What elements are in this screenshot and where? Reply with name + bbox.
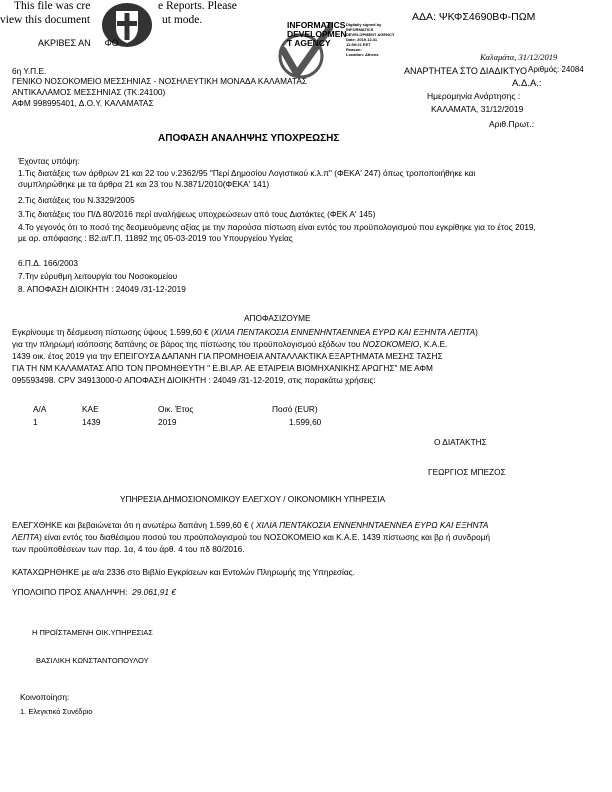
check-line-2: ΛΕΠΤΑ) είναι εντός του διαθέσιμου ποσού του προϋπολογισμού του ΝΟΣΟΚΟΜΕΙΟ και Κ.Α.Ε. 1439 πίστωσης και βρ ή συνδρομή [12, 532, 490, 542]
check-line-3: των προϋποθέσεων των παρ. 1α, 4 του άρθ. 4 του πδ 80/2016. [12, 544, 245, 554]
table-header-amount: Ποσό (EUR) [272, 404, 318, 414]
stamp-line: T AGENCY [287, 38, 331, 49]
table-header-aa: Α/Α [33, 404, 47, 414]
signatory-name: ΓΕΩΡΓΙΟΣ ΜΠΕΖΟΣ [428, 467, 506, 477]
arith-prot-label: Αριθ.Πρωτ.: [489, 119, 535, 129]
arithmos: Αριθμός: 24084 [528, 65, 584, 74]
remaining-line [12, 587, 176, 597]
decision-heading: ΑΠΟΦΑΣΙΖΟΥΜΕ [244, 313, 311, 323]
list-item: 2.Τις διατάξεις του Ν.3329/2005 [18, 195, 135, 205]
list-item: 1.Τις διατάξεις των άρθρων 21 και 22 του ν.2362/95 "Περί Δημοσίου Λογιστικού κ.λ.π" (ΦΕΚΑ' 247) όπως τροποποιήθηκε και συμπληρώθηκε με τα άρθρα 21 και 23 του Ν.3871/2010(ΦΕΚΑ' 141) [18, 168, 476, 189]
watermark-line-2-right: ut mode. [162, 14, 203, 26]
table-header-kae: ΚΑΕ [82, 404, 99, 414]
remaining-label: ΥΠΟΛΟΙΠΟ ΠΡΟΣ ΑΝΑΛΗΨΗ: [12, 587, 128, 597]
stamp-side-line: Reason: [346, 47, 362, 52]
approval-line-4: ΓΙΑ ΤΗ ΝΜ ΚΑΛΑΜΑΤΑΣ ΑΠΟ ΤΟΝ ΠΡΟΜΗΘΕΥΤΗ " Ε.ΒΙ.ΑΡ. ΑΕ ΕΤΑΙΡΕΙΑ ΒΙΟΜΗΧΑΝΙΚΗΣ ΑΡΩΓΗΣ" ΜΕ ΑΦΜ [12, 363, 433, 373]
distribution-title: Κοινοποίηση: [20, 692, 70, 702]
stamp-line: INFORMATICS [287, 20, 346, 30]
approval-line-2: για την πληρωμή ισόποσης δαπάνης σε βάρος της πίστωσης του προϋπολογισμού εξόδων του ΝΟΣΟΚΟΜΕΙΟ, Κ.Α.Ε. [12, 339, 448, 349]
approval-line-5: 095593498. CPV 34913000-0 ΑΠΟΦΑΣΗ ΔΙΟΙΚΗΤΗ : 24049 /31-12-2019, στις παρακάτω χρήσεις: [12, 375, 376, 385]
table-cell-aa: 1 [33, 417, 38, 427]
approval-line-3: 1439 οικ. έτος 2019 για την ΕΠΕΙΓΟΥΣΑ ΔΑΠΑΝΗ ΓΙΑ ΠΡΟΜΗΘΕΙΑ ΑΝΤΑΛΛΑΚΤΙΚΑ ΕΞΑΡΤΗΜΑΤΑ ΜΕΣΗΣ ΤΑΣΗΣ [12, 351, 443, 361]
stamp-side-line: 11:59:21 EET [346, 42, 371, 47]
approval-line-1: Εγκρίνουμε τη δέσμευση πίστωσης ύψους 1.599,60 € (ΧΙΛΙΑ ΠΕΝΤΑΚΟΣΙΑ ΕΝΝΕΝΗΝΤΑΕΝΝΕΑ ΕΥΡΩ ΚΑΙ ΕΞΗΝΤΑ ΛΕΠΤΑ) [12, 327, 478, 337]
org-line-3: ΑΝΤΙΚΑΛΑΜΟΣ ΜΕΣΣΗΝΙΑΣ (ΤΚ.24100) [12, 87, 166, 97]
head-name: ΒΑΣΙΛΙΚΗ ΚΩΝΣΤΑΝΤΟΠΟΥΛΟΥ [36, 656, 149, 665]
stamp-line: DEVELOPMEN [287, 29, 347, 40]
watermark-legend: ΑΚΡΙΒΕΣ ΑΝ ΦΟ [38, 38, 119, 48]
remaining-value: 29.061,91 € [132, 587, 176, 597]
watermark-line-2-left: view this document [0, 14, 91, 26]
list-item: 3.Τις διατάξεις του Π/Δ 80/2016 περί αναλήψεως υποχρεώσεων από τους Διατάκτες (ΦΕΚ Α' 145) [18, 209, 376, 219]
stamp-side-line: Digitally signed by [346, 22, 382, 27]
org-line-4: ΑΦΜ 998995401, Δ.Ο.Υ. ΚΑΛΑΜΑΤΑΣ [12, 98, 154, 108]
having-regard-label: Έχοντας υπόψη: [18, 156, 80, 166]
list-item: 7.Την εύρυθμη λειτουργία του Νοσοκομείου [18, 271, 178, 281]
org-line-1: 6η Υ.Π.Ε. [12, 66, 47, 76]
list-item: 6.Π.Δ. 166/2003 [18, 258, 78, 268]
stamp-side-line: Location: Athens [346, 52, 379, 57]
registered-line: ΚΑΤΑΧΩΡΗΘΗΚΕ με α/α 2336 στο Βιβλίο Εγκρίσεων και Εντολών Πληρωμής της Υπηρεσίας. [12, 567, 355, 577]
table-cell-amount: 1.599,60 [289, 417, 322, 427]
imerominia-label: Ημερομηνία Ανάρτησης : [427, 91, 521, 101]
digital-signature-stamp [273, 20, 393, 84]
org-line-2: ΓΕΝΙΚΟ ΝΟΣΟΚΟΜΕΙΟ ΜΕΣΣΗΝΙΑΣ - ΝΟΣΗΛΕΥΤΙΚΗ ΜΟΝΑΔΑ ΚΑΛΑΜΑΤΑΣ [12, 76, 308, 86]
list-item: 8. ΑΠΟΦΑΣΗ ΔΙΟΙΚΗΤΗ : 24049 /31-12-2019 [18, 284, 186, 294]
anartitea-label: ΑΝΑΡΤΗΤΕΑ ΣΤΟ ΔΙΑΔΙΚΤΥΟ [404, 66, 527, 76]
service-heading: ΥΠΗΡΕΣΙΑ ΔΗΜΟΣΙΟΝΟΜΙΚΟΥ ΕΛΕΓΧΟΥ / ΟΙΚΟΝΟΜΙΚΗ ΥΠΗΡΕΣΙΑ [120, 494, 386, 504]
table-cell-kae: 1439 [82, 417, 101, 427]
place-date: Καλαμάτα, 31/12/2019 [480, 52, 558, 62]
watermark-line-1-right: e Reports. Please [158, 0, 237, 12]
stamp-side-line: DEVELOPMENT AGENCY [346, 32, 395, 37]
head-of-dept: Η ΠΡΟΪΣΤΑΜΕΝΗ ΟΙΚ.ΥΠΗΡΕΣΙΑΣ [32, 628, 153, 637]
table-cell-year: 2019 [158, 417, 177, 427]
list-item: 4.Το γεγονός ότι το ποσό της δεσμευόμενης αξίας με την παρούσα πίστωση είναι εντός του προϋπολογισμού που εγκρίθηκε για το έτος 2019, με αρ. απόφασης : Β2.α/Γ.Π. 11892 της 05-03-2019 του Υπουργείου Υγείας [18, 222, 536, 243]
stamp-side-line: Date: 2019.12.31 [346, 37, 378, 42]
ada-header: ΑΔΑ: ΨΚΦΣ4690ΒΦ-ΠΩΜ [412, 11, 536, 23]
check-line-1: ΕΛΕΓΧΘΗΚΕ και βεβαιώνεται ότι η ανωτέρω δαπάνη 1.599,60 € ( ΧΙΛΙΑ ΠΕΝΤΑΚΟΣΙΑ ΕΝΝΕΝΗΝΤΑΕΝΝΕΑ ΕΥΡΩ ΚΑΙ ΕΞΗΝΤΑ [12, 520, 489, 530]
stamp-side-line: INFORMATICS [346, 27, 374, 32]
distribution-item: 1. Ελεγκτικό Συνέδριο [20, 707, 93, 716]
document-title: ΑΠΟΦΑΣΗ ΑΝΑΛΗΨΗΣ ΥΠΟΧΡΕΩΣΗΣ [158, 133, 340, 144]
kalamata-date: ΚΑΛΑΜΑΤΑ, 31/12/2019 [431, 104, 524, 114]
o-diataktis: Ο ΔΙΑΤΑΚΤΗΣ [434, 437, 487, 447]
watermark-line-1-left: This file was cre [14, 0, 91, 12]
ada-label: Α.Δ.Α.: [512, 78, 542, 89]
table-header-year: Οικ. Έτος [158, 404, 194, 414]
